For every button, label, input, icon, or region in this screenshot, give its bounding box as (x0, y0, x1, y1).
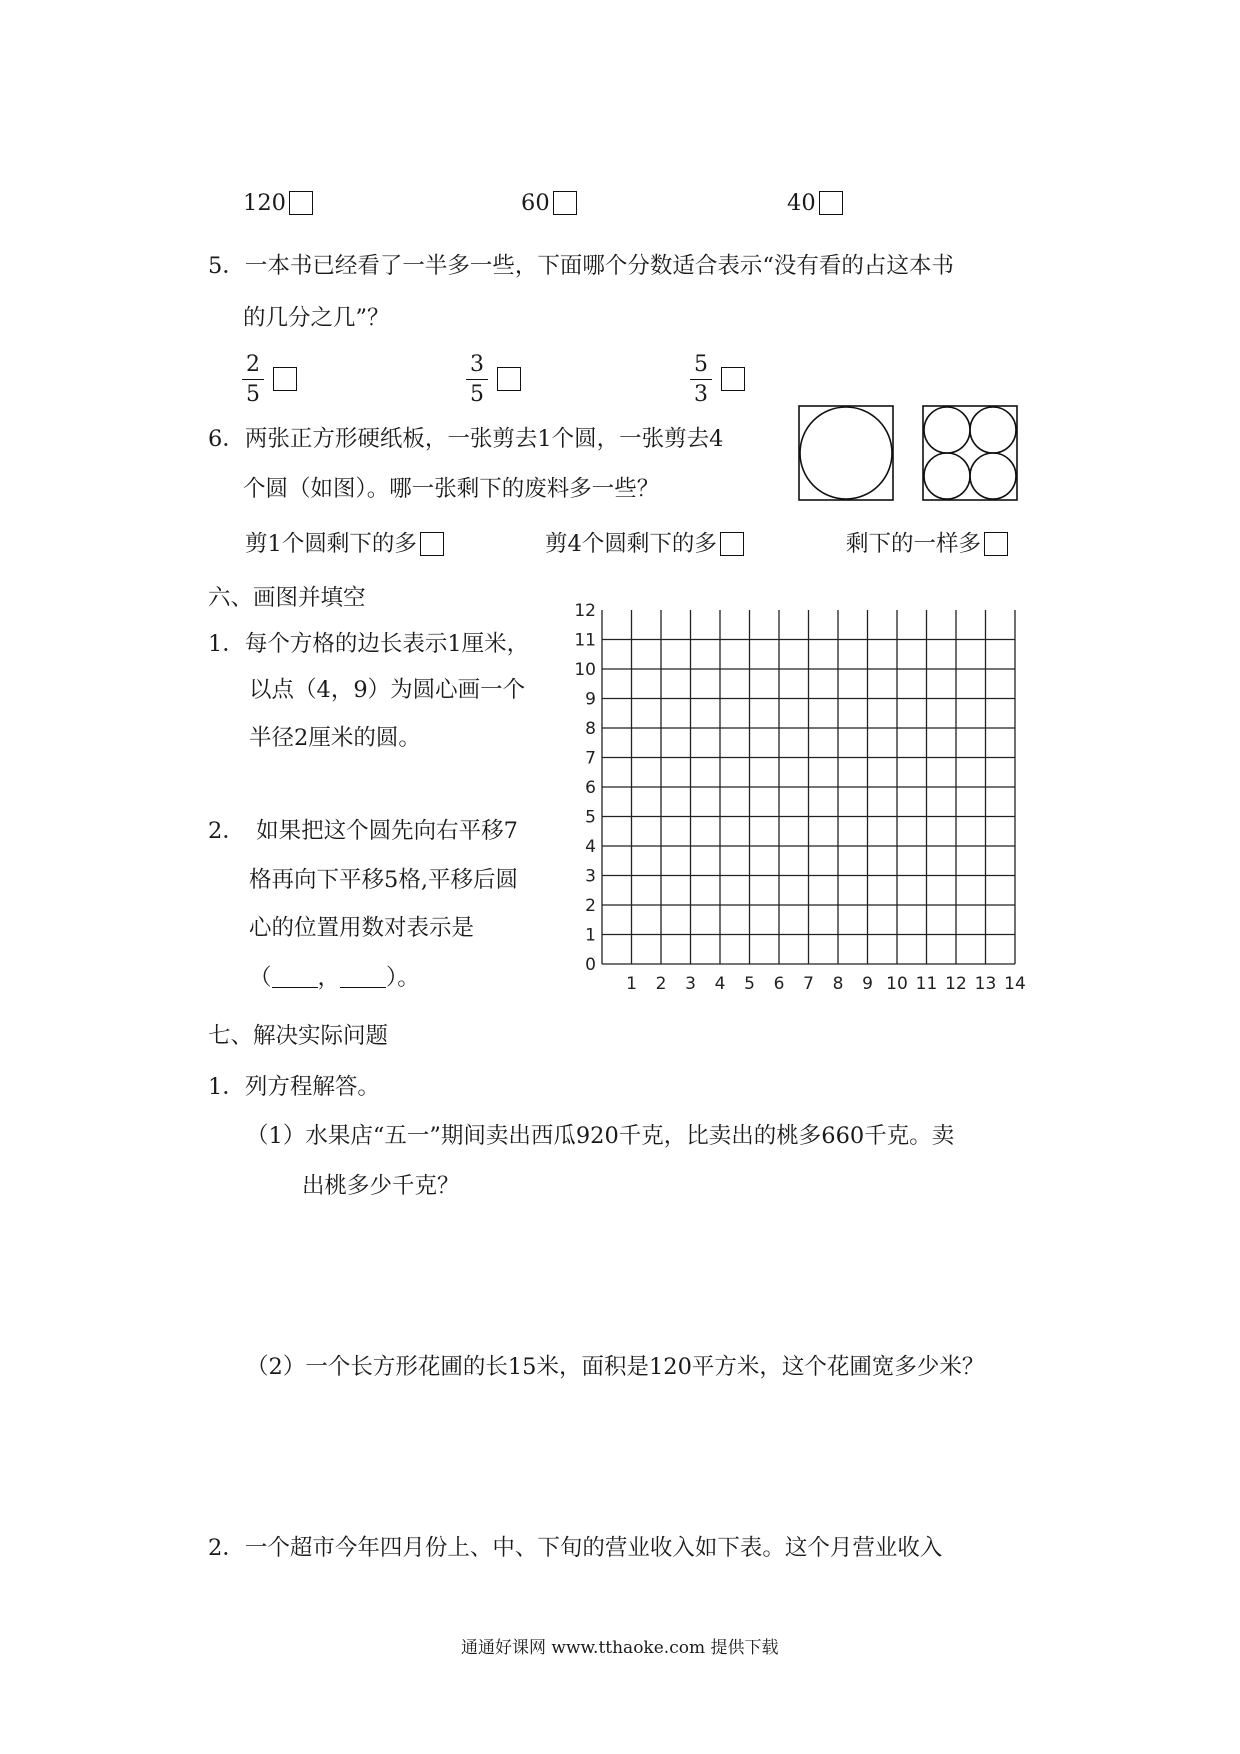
footer: 通通好课网 www.tthaoke.com 提供下载 (461, 1638, 779, 1658)
paren-open: （ (249, 965, 272, 991)
fraction-3-5 (466, 354, 488, 406)
checkbox[interactable] (497, 367, 521, 391)
s6-p2-line1: 2． 如果把这个圆先向右平移7 (208, 818, 518, 844)
denominator: 3 (694, 382, 708, 407)
option-40 (787, 191, 843, 215)
checkbox[interactable] (819, 191, 843, 215)
y-tick-label: 1 (585, 925, 596, 946)
coordinate-grid[interactable] (560, 596, 1030, 1001)
checkbox[interactable] (420, 532, 444, 556)
s6-p2-line3: 心的位置用数对表示是 (249, 915, 475, 941)
answer-blank-y[interactable] (340, 969, 386, 988)
x-tick-label: 7 (803, 974, 814, 994)
checkbox[interactable] (984, 532, 1008, 556)
option-60 (521, 191, 577, 215)
option-label: 40 (787, 190, 816, 216)
square-one-circle-figure (798, 405, 894, 501)
y-tick-label: 8 (585, 719, 596, 739)
numerator: 2 (246, 352, 260, 377)
fraction-2-5 (242, 354, 264, 406)
s7-q1-1-line2: 出桃多少千克？ (302, 1173, 460, 1199)
s6-p1-line3: 半径2厘米的圆。 (249, 725, 421, 751)
x-tick-label: 4 (714, 974, 726, 994)
s6-p1-line2: 以点（4，9）为圆心画一个 (249, 677, 526, 703)
x-tick-label: 14 (1004, 974, 1026, 994)
comma: ， (317, 965, 341, 991)
fraction-bar (690, 379, 712, 380)
x-tick-label: 10 (886, 974, 908, 994)
y-tick-label: 0 (585, 955, 596, 975)
y-tick-label: 4 (585, 837, 596, 857)
option-label: 剩下的一样多 (846, 531, 982, 557)
square-four-circles-figure (922, 405, 1018, 501)
q6-line1: 6．两张正方形硬纸板，一张剪去1个圆，一张剪去4 (208, 426, 724, 452)
section6-title: 六、画图并填空 (208, 585, 366, 611)
q5-line1: 5．一本书已经看了一半多一些，下面哪个分数适合表示“没有看的占这本书 (208, 253, 954, 279)
q5-line2: 的几分之几”？ (243, 305, 390, 331)
y-tick-label: 9 (585, 689, 596, 710)
paren-close: ）。 (386, 965, 420, 991)
y-tick-label: 2 (585, 896, 596, 916)
fraction-5-3 (690, 354, 712, 406)
x-tick-label: 11 (915, 974, 938, 994)
fraction-bar (466, 379, 488, 380)
x-tick-label: 13 (974, 974, 997, 994)
y-tick-label: 12 (574, 601, 596, 621)
x-tick-label: 8 (832, 974, 844, 994)
denominator: 5 (246, 382, 260, 407)
option-label: 剪4个圆剩下的多 (545, 531, 717, 557)
s7-q1-2: （2）一个长方形花圃的长15米，面积是120平方米，这个花圃宽多少米？ (246, 1354, 985, 1380)
y-tick-label: 7 (585, 748, 596, 769)
s6-p2-answer (249, 967, 420, 990)
option-120 (243, 191, 313, 215)
option-label: 60 (521, 190, 550, 216)
s7-q1-title: 1．列方程解答。 (208, 1074, 380, 1100)
q6-option-3 (846, 532, 1008, 556)
denominator: 5 (470, 382, 484, 407)
q6-option-2 (545, 532, 744, 556)
checkbox[interactable] (720, 532, 744, 556)
q6-line2: 个圆（如图）。哪一张剩下的废料多一些？ (243, 476, 660, 502)
answer-blank-x[interactable] (272, 969, 318, 988)
q6-option-1 (245, 532, 444, 556)
s6-p1-line1: 1．每个方格的边长表示1厘米， (208, 631, 530, 657)
y-tick-label: 10 (574, 660, 596, 680)
y-tick-label: 11 (574, 630, 596, 651)
checkbox[interactable] (289, 191, 313, 215)
numerator: 5 (694, 352, 708, 377)
y-tick-label: 6 (585, 778, 596, 798)
checkbox[interactable] (721, 367, 745, 391)
x-tick-label: 5 (744, 974, 755, 994)
checkbox[interactable] (553, 191, 577, 215)
fraction-bar (242, 379, 264, 380)
x-tick-label: 12 (945, 974, 967, 994)
x-tick-label: 2 (655, 974, 667, 994)
y-tick-label: 3 (585, 866, 596, 887)
section7-title: 七、解决实际问题 (208, 1023, 389, 1049)
s7-q2: 2．一个超市今年四月份上、中、下旬的营业收入如下表。这个月营业收入 (208, 1535, 943, 1561)
s6-p2-line2: 格再向下平移5格,平移后圆 (249, 867, 518, 893)
x-tick-label: 9 (862, 974, 873, 994)
x-tick-label: 1 (626, 974, 637, 994)
numerator: 3 (470, 352, 484, 377)
y-tick-label: 5 (585, 807, 596, 828)
option-label: 120 (243, 190, 286, 216)
option-label: 剪1个圆剩下的多 (245, 531, 417, 557)
checkbox[interactable] (273, 367, 297, 391)
s7-q1-1-line1: （1）水果店“五一”期间卖出西瓜920千克，比卖出的桃多660千克。卖 (246, 1123, 955, 1149)
x-tick-label: 3 (685, 974, 696, 994)
x-tick-label: 6 (773, 974, 785, 994)
